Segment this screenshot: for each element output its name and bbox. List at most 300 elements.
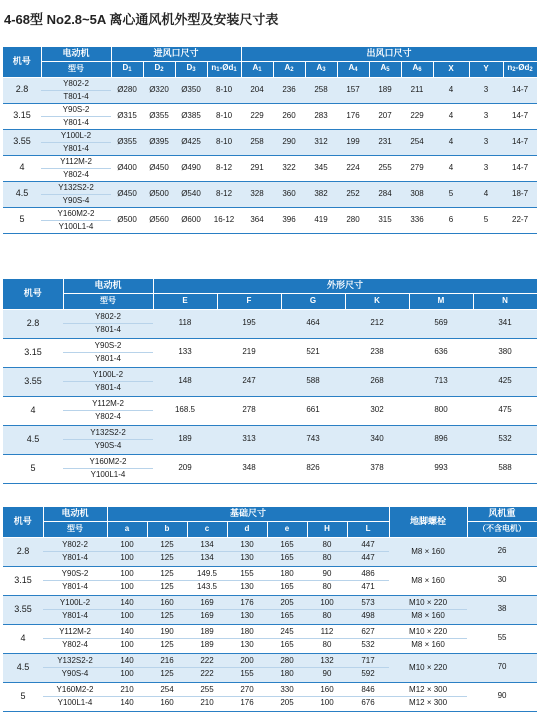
cell-value: 100 [120, 669, 134, 678]
table-cell [147, 682, 187, 711]
col-header: $n_1-Ød_1$ [207, 61, 241, 77]
motor-model-line: Y160M2-2 [63, 456, 153, 469]
cell-value: 134 [200, 553, 214, 562]
cell-value: 100 [320, 698, 334, 707]
anchor-bolt [389, 682, 467, 711]
table-cell [307, 653, 347, 682]
machine-number: 3.15 [3, 338, 63, 367]
table-row [3, 155, 537, 181]
motor-model-line: Y801-4 [62, 611, 88, 620]
table-cell: 8-12 [207, 181, 241, 207]
motor-model-line: Y132S2-2 [63, 427, 153, 440]
motor-model [43, 537, 107, 566]
table-cell: 284 [369, 181, 401, 207]
fan-weight: 38 [467, 595, 537, 624]
col-header: E [153, 293, 217, 309]
table-cell: 258 [241, 129, 273, 155]
cell-value: 592 [361, 669, 375, 678]
cell-value: 125 [160, 669, 174, 678]
cell-value: 169 [187, 597, 227, 610]
table-cell: 236 [273, 77, 305, 103]
table-cell [147, 624, 187, 653]
table-cell: 328 [241, 181, 273, 207]
machine-number: 3.55 [3, 367, 63, 396]
bolt-spec: M8 × 160 [411, 640, 445, 649]
table-cell: 229 [241, 103, 273, 129]
table-cell: 231 [369, 129, 401, 155]
cell-value: 498 [361, 611, 375, 620]
motor-model-line: Y801-4 [63, 117, 89, 127]
table-cell: 521 [281, 338, 345, 367]
table-cell: 380 [473, 338, 537, 367]
machine-number: 5 [3, 454, 63, 483]
cell-value: 125 [160, 582, 174, 591]
table-cell [107, 537, 147, 566]
motor-model-line: Y132S2-2 [43, 655, 107, 668]
col-header: c [187, 521, 227, 537]
cell-value: 130 [240, 611, 254, 620]
table-cell: 4 [469, 181, 503, 207]
cell-value: 216 [147, 655, 187, 668]
header-machine: 机号 [3, 47, 41, 77]
motor-model [63, 454, 153, 483]
cell-value: 180 [267, 568, 307, 581]
motor-model-line: Y801-4 [95, 383, 121, 392]
table-cell [347, 682, 389, 711]
machine-number: 3.55 [3, 129, 41, 155]
machine-number: 5 [3, 682, 43, 711]
table-cell [307, 624, 347, 653]
motor-model-line: Y802-2 [41, 78, 111, 91]
cell-value: 130 [240, 582, 254, 591]
header-outline: 外形尺寸 [153, 279, 537, 293]
machine-number: 2.8 [3, 77, 41, 103]
machine-number: 3.55 [3, 595, 43, 624]
table-cell: 340 [345, 425, 409, 454]
col-header: $A_6$ [401, 61, 433, 77]
fan-weight: 70 [467, 653, 537, 682]
header-motor: 电动机 [43, 507, 107, 521]
table-cell: Ø385 [175, 103, 207, 129]
table-row [3, 624, 537, 653]
table-cell: Ø450 [111, 181, 143, 207]
table-cell: 4 [433, 129, 469, 155]
table-cell: 302 [345, 396, 409, 425]
machine-number: 5 [3, 207, 41, 233]
col-header: $D_1$ [111, 61, 143, 77]
table-cell: 176 [337, 103, 369, 129]
table-cell: Ø450 [143, 155, 175, 181]
fan-weight: 30 [467, 566, 537, 595]
cell-value: 447 [361, 553, 375, 562]
cell-value: 190 [147, 626, 187, 639]
motor-model-line: Y112M-2 [41, 156, 111, 169]
col-header: L [347, 521, 389, 537]
cell-value: 717 [347, 655, 389, 668]
table-cell: 209 [153, 454, 217, 483]
inlet-outlet-dimensions-table [3, 47, 538, 234]
table-row [3, 181, 537, 207]
table-cell: Ø395 [143, 129, 175, 155]
table-cell [187, 595, 227, 624]
motor-model-line: Y801-4 [95, 354, 121, 363]
cell-value: 80 [307, 539, 347, 552]
table-cell [147, 537, 187, 566]
table-cell: 661 [281, 396, 345, 425]
cell-value: 189 [187, 626, 227, 639]
cell-value: 155 [240, 669, 254, 678]
cell-value: 222 [187, 655, 227, 668]
table-cell: 588 [281, 367, 345, 396]
table-cell [267, 682, 307, 711]
motor-model-line: Y112M-2 [63, 398, 153, 411]
header-weight: 风机重 [467, 507, 537, 521]
table-cell [347, 624, 389, 653]
table-cell [187, 624, 227, 653]
cell-value: 210 [200, 698, 214, 707]
table-row [3, 103, 537, 129]
motor-model-line: Y160M2-2 [41, 208, 111, 221]
motor-model-line: Y802-4 [95, 412, 121, 421]
table-cell: Ø500 [143, 181, 175, 207]
table-cell: 280 [337, 207, 369, 233]
table-cell: 713 [409, 367, 473, 396]
cell-value: 80 [322, 611, 332, 620]
col-header: Y [469, 61, 503, 77]
table-cell [267, 624, 307, 653]
machine-number: 3.15 [3, 103, 41, 129]
table-cell: 348 [217, 454, 281, 483]
machine-number: 4.5 [3, 181, 41, 207]
table-row [3, 653, 537, 682]
table-cell: 283 [305, 103, 337, 129]
table-cell: 588 [473, 454, 537, 483]
motor-model-line: Y100L1-4 [58, 221, 94, 231]
table-cell [267, 566, 307, 595]
machine-number: 4 [3, 155, 41, 181]
table-cell: 4 [433, 103, 469, 129]
cell-value: 573 [347, 597, 389, 610]
motor-model-line: Y100L-2 [41, 130, 111, 143]
col-header: e [267, 521, 307, 537]
table-cell: Ø600 [175, 207, 207, 233]
header-base: 基础尺寸 [107, 507, 389, 521]
cell-value: 254 [147, 684, 187, 697]
table-cell: Ø540 [175, 181, 207, 207]
table-cell [107, 682, 147, 711]
table-cell [267, 595, 307, 624]
cell-value: 165 [267, 539, 307, 552]
machine-number: 4.5 [3, 653, 43, 682]
cell-value: 140 [107, 626, 147, 639]
page-title: 4-68型 No2.8~5A 离心通风机外型及安装尺寸表 [4, 12, 279, 27]
cell-value: 80 [322, 553, 332, 562]
motor-model-line: Y802-2 [63, 311, 153, 324]
table-cell [227, 595, 267, 624]
table-cell: 315 [369, 207, 401, 233]
bolt-spec: M12 × 300 [389, 684, 467, 697]
table-cell: 5 [433, 181, 469, 207]
table-cell: 5 [469, 207, 503, 233]
table-cell: 3 [469, 77, 503, 103]
table-cell [107, 653, 147, 682]
header-motor: 电动机 [63, 279, 153, 293]
table-cell: 532 [473, 425, 537, 454]
table-row [3, 537, 537, 566]
table-row [3, 425, 537, 454]
cell-value: 90 [307, 568, 347, 581]
motor-model [41, 129, 111, 155]
cell-value: 132 [307, 655, 347, 668]
table-cell: Ø500 [111, 207, 143, 233]
cell-value: 80 [322, 640, 332, 649]
table-cell: Ø560 [143, 207, 175, 233]
table-cell: 569 [409, 309, 473, 338]
bolt-spec: M12 × 300 [409, 698, 448, 707]
table-cell: 255 [369, 155, 401, 181]
cell-value: 100 [307, 597, 347, 610]
cell-value: 100 [120, 611, 134, 620]
table-cell: 118 [153, 309, 217, 338]
cell-value: 140 [120, 698, 134, 707]
table-cell: 258 [305, 77, 337, 103]
header-weight-note: （不含电机） [467, 521, 537, 537]
table-cell: 212 [345, 309, 409, 338]
motor-model [43, 624, 107, 653]
table-cell: 199 [337, 129, 369, 155]
table-cell [267, 537, 307, 566]
table-cell [307, 595, 347, 624]
table-cell: Ø425 [175, 129, 207, 155]
cell-value: 169 [200, 611, 214, 620]
cell-value: 100 [107, 568, 147, 581]
cell-value: 125 [147, 568, 187, 581]
table-cell: 378 [345, 454, 409, 483]
motor-model-line: Y90S-2 [43, 568, 107, 581]
table-cell: 16-12 [207, 207, 241, 233]
col-header: d [227, 521, 267, 537]
motor-model [43, 566, 107, 595]
col-header: $A_1$ [241, 61, 273, 77]
col-header: X [433, 61, 469, 77]
bolt-spec: M8 × 160 [411, 575, 445, 585]
table-cell [187, 682, 227, 711]
cell-value: 210 [107, 684, 147, 697]
motor-model [41, 207, 111, 233]
table-cell: 207 [369, 103, 401, 129]
anchor-bolt [389, 653, 467, 682]
table-cell: 291 [241, 155, 273, 181]
table-cell [147, 566, 187, 595]
cell-value: 330 [267, 684, 307, 697]
table-cell: 268 [345, 367, 409, 396]
header-motor: 电动机 [41, 47, 111, 61]
table-cell: 4 [433, 155, 469, 181]
motor-model-line: Y100L1-4 [90, 470, 126, 479]
cell-value: 165 [280, 553, 294, 562]
table-cell: 312 [305, 129, 337, 155]
table-cell [187, 653, 227, 682]
table-row [3, 367, 537, 396]
header-motor-model: 型号 [43, 521, 107, 537]
motor-model-line: Y90S-4 [61, 669, 89, 678]
table-cell [347, 653, 389, 682]
motor-model-line: Y132S2-2 [41, 182, 111, 195]
table-cell [307, 566, 347, 595]
cell-value: 125 [147, 539, 187, 552]
cell-value: 165 [280, 640, 294, 649]
table-cell: 360 [273, 181, 305, 207]
table-cell: 6 [433, 207, 469, 233]
table-cell: 229 [401, 103, 433, 129]
table-cell [147, 653, 187, 682]
cell-value: 176 [240, 698, 254, 707]
col-header: $A_4$ [337, 61, 369, 77]
table-cell [187, 537, 227, 566]
table-cell: 896 [409, 425, 473, 454]
table-cell: 636 [409, 338, 473, 367]
table-cell: Ø280 [111, 77, 143, 103]
cell-value: 100 [107, 539, 147, 552]
table-cell [227, 537, 267, 566]
table-row [3, 207, 537, 233]
table-cell: Ø490 [175, 155, 207, 181]
table-cell: 419 [305, 207, 337, 233]
machine-number: 4 [3, 396, 63, 425]
motor-model-line: Y801-4 [62, 553, 88, 562]
table-cell: 382 [305, 181, 337, 207]
table-cell: 14-7 [503, 129, 537, 155]
table-cell [107, 566, 147, 595]
table-cell [227, 624, 267, 653]
table-cell: 425 [473, 367, 537, 396]
cell-value: 627 [347, 626, 389, 639]
header-motor-model: 型号 [63, 293, 153, 309]
motor-model [63, 309, 153, 338]
table-cell: 189 [153, 425, 217, 454]
fan-weight: 26 [467, 537, 537, 566]
cell-value: 180 [280, 669, 294, 678]
table-cell [227, 566, 267, 595]
table-cell: 364 [241, 207, 273, 233]
table-cell: 3 [469, 129, 503, 155]
cell-value: 112 [307, 626, 347, 639]
motor-model [41, 181, 111, 207]
header-machine: 机号 [3, 279, 63, 309]
table-cell: 14-7 [503, 103, 537, 129]
table-cell: 475 [473, 396, 537, 425]
cell-value: 130 [227, 539, 267, 552]
table-cell: 148 [153, 367, 217, 396]
cell-value: 447 [347, 539, 389, 552]
bolt-spec: M8 × 160 [411, 611, 445, 620]
table-cell [187, 566, 227, 595]
cell-value: 100 [120, 553, 134, 562]
table-cell: 826 [281, 454, 345, 483]
fan-weight: 90 [467, 682, 537, 711]
cell-value: 200 [227, 655, 267, 668]
table-cell: 336 [401, 207, 433, 233]
motor-model-line: Y100L-2 [63, 369, 153, 382]
table-cell: 168.5 [153, 396, 217, 425]
table-cell: 464 [281, 309, 345, 338]
table-row [3, 338, 537, 367]
col-header: $D_3$ [175, 61, 207, 77]
motor-model [41, 103, 111, 129]
table-cell: 254 [401, 129, 433, 155]
motor-model-line: T801-4 [63, 91, 89, 101]
table-cell: 3 [469, 103, 503, 129]
cell-value: 125 [160, 553, 174, 562]
table-row [3, 129, 537, 155]
table-cell: 290 [273, 129, 305, 155]
motor-model [63, 396, 153, 425]
motor-model [41, 155, 111, 181]
col-header: F [217, 293, 281, 309]
cell-value: 846 [347, 684, 389, 697]
cell-value: 280 [267, 655, 307, 668]
motor-model [63, 367, 153, 396]
table-cell: 308 [401, 181, 433, 207]
table-row [3, 454, 537, 483]
col-header: M [409, 293, 473, 309]
motor-model-line: Y801-4 [62, 582, 88, 591]
cell-value: 90 [322, 669, 332, 678]
cell-value: 160 [307, 684, 347, 697]
table-cell: 211 [401, 77, 433, 103]
motor-model-line: Y112M-2 [43, 626, 107, 639]
cell-value: 140 [107, 597, 147, 610]
table-cell [267, 653, 307, 682]
cell-value: 471 [361, 582, 375, 591]
cell-value: 143.5 [196, 582, 218, 591]
table-cell: 313 [217, 425, 281, 454]
col-header: a [107, 521, 147, 537]
table-cell: 278 [217, 396, 281, 425]
table-cell: 743 [281, 425, 345, 454]
table-cell: 133 [153, 338, 217, 367]
table-cell: Ø400 [111, 155, 143, 181]
motor-model-line: Y100L-2 [43, 597, 107, 610]
table-cell: Ø355 [143, 103, 175, 129]
motor-model-line: Y90S-4 [94, 441, 122, 450]
cell-value: 532 [361, 640, 375, 649]
col-header: G [281, 293, 345, 309]
table-cell [227, 653, 267, 682]
cell-value: 205 [280, 698, 294, 707]
motor-model [43, 595, 107, 624]
motor-model-line: Y160M2-2 [43, 684, 107, 697]
cell-value: 222 [200, 669, 214, 678]
cell-value: 165 [280, 611, 294, 620]
cell-value: 176 [227, 597, 267, 610]
motor-model [43, 653, 107, 682]
col-header: K [345, 293, 409, 309]
table-cell: 345 [305, 155, 337, 181]
cell-value: 125 [160, 640, 174, 649]
table-cell: 238 [345, 338, 409, 367]
table-cell: 396 [273, 207, 305, 233]
col-header: $A_2$ [273, 61, 305, 77]
table-row [3, 309, 537, 338]
table-cell: 322 [273, 155, 305, 181]
machine-number: 4 [3, 624, 43, 653]
table-cell [347, 595, 389, 624]
cell-value: 125 [160, 611, 174, 620]
motor-model-line: Y802-4 [62, 640, 88, 649]
table-cell: 22-7 [503, 207, 537, 233]
table-cell: 260 [273, 103, 305, 129]
